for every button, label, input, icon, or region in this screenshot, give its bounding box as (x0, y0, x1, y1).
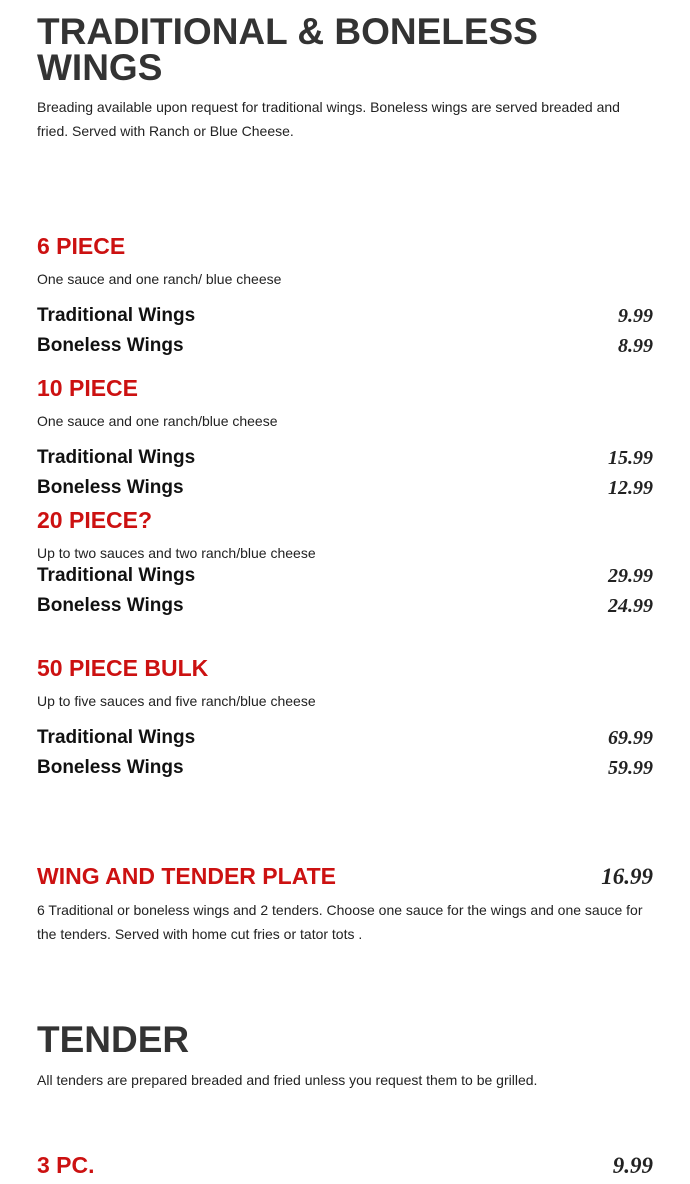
menu-item-price: 59.99 (608, 757, 653, 779)
menu-item-name: Boneless Wings (37, 477, 184, 498)
section-title-10-piece: 10 PIECE (37, 375, 138, 401)
menu-item-row (37, 563, 653, 589)
wings-heading: TRADITIONAL & BONELESS WINGS (37, 11, 538, 88)
section-title-20-piece: 20 PIECE? (37, 507, 153, 533)
menu-item-row (37, 333, 653, 359)
tender-description: All tenders are prepared breaded and fried unless you request them to be grilled. (37, 1072, 538, 1088)
section-title-6-piece: 6 PIECE (37, 233, 126, 259)
menu-item-price: 8.99 (618, 335, 653, 357)
menu-item-name: Boneless Wings (37, 595, 184, 616)
menu-item-name: Traditional Wings (37, 727, 196, 748)
wings-description: Breading available upon request for traditional wings. Boneless wings are served breaded and fried. Served with Ranch or Blue Cheese. (37, 99, 620, 139)
tender-3-pc-price: 9.99 (612, 1153, 653, 1178)
menu-item-row (37, 593, 653, 619)
section-note-50-piece: Up to five sauces and five ranch/blue cheese (37, 693, 316, 709)
menu-item-row (37, 725, 653, 751)
menu-item-price: 29.99 (608, 565, 653, 587)
menu-item-price: 9.99 (618, 305, 653, 327)
menu-item-price: 12.99 (608, 477, 653, 499)
menu-item-name: Boneless Wings (37, 335, 184, 356)
menu-item-price: 69.99 (608, 727, 653, 749)
section-title-3-pc: 3 PC. (37, 1152, 95, 1178)
menu-item-row (37, 445, 653, 471)
plate-title: WING AND TENDER PLATE (37, 863, 336, 889)
section-note-6-piece: One sauce and one ranch/ blue cheese (37, 271, 282, 287)
section-note-20-piece: Up to two sauces and two ranch/blue cheese (37, 545, 316, 561)
plate-description: 6 Traditional or boneless wings and 2 tenders. Choose one sauce for the wings and one sauce for the tenders. Served with home cut fries or tator tots . (37, 902, 643, 942)
menu-item-name: Boneless Wings (37, 757, 184, 778)
menu-item-price: 24.99 (608, 595, 653, 617)
menu-item-name: Traditional Wings (37, 305, 196, 326)
menu-item-row (37, 755, 653, 781)
menu-item-price: 15.99 (608, 447, 653, 469)
tender-heading: TENDER (37, 1019, 190, 1060)
plate-price: 16.99 (601, 864, 653, 889)
menu-item-row (37, 303, 653, 329)
menu-item-row (37, 475, 653, 501)
menu-item-name: Traditional Wings (37, 565, 196, 586)
menu-item-name: Traditional Wings (37, 447, 196, 468)
section-title-50-piece: 50 PIECE BULK (37, 655, 209, 681)
section-note-10-piece: One sauce and one ranch/blue cheese (37, 413, 278, 429)
